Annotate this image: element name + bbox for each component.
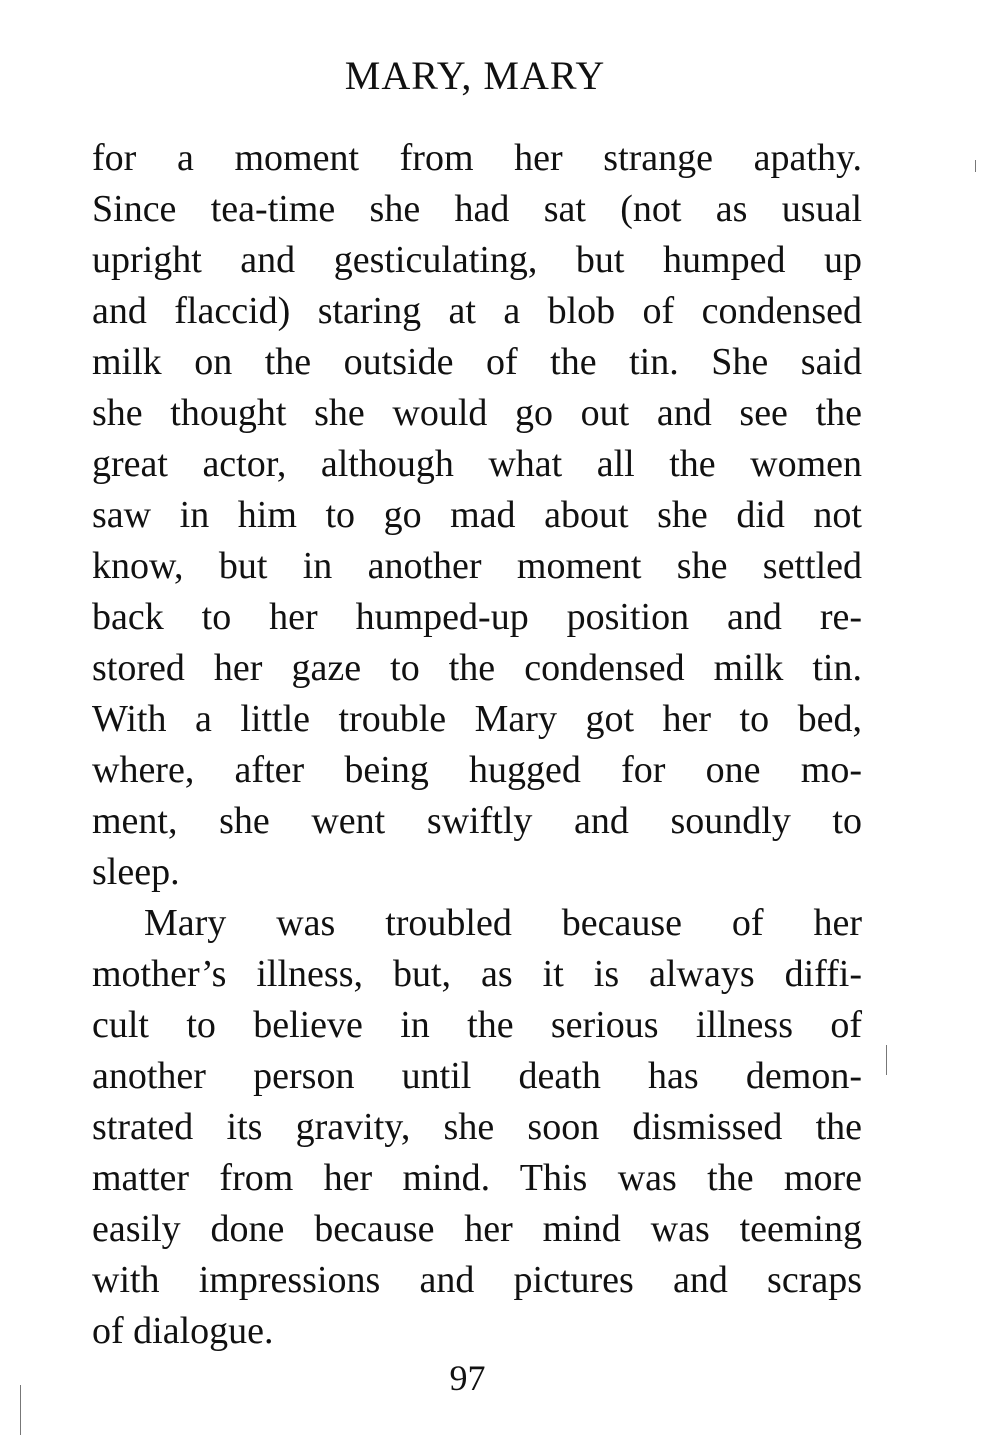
text-line: mother’s illness, but, as it is always diffi- <box>92 953 862 995</box>
text-line: With a little trouble Mary got her to bed, <box>92 698 862 740</box>
text-line: easily done because her mind was teeming <box>92 1208 862 1250</box>
text-line: and flaccid) staring at a blob of condensed <box>92 290 862 332</box>
text-line: where, after being hugged for one mo- <box>92 749 862 791</box>
text-line: sleep. <box>92 851 180 893</box>
text-line: of dialogue. <box>92 1310 274 1352</box>
text-line: ment, she went swiftly and soundly to <box>92 800 862 842</box>
text-line: cult to believe in the serious illness of <box>92 1004 862 1046</box>
scan-artifact <box>20 1385 21 1435</box>
scan-artifact <box>975 160 976 172</box>
running-header: MARY, MARY <box>344 53 606 98</box>
body-text <box>92 133 862 1357</box>
text-line: Since tea-time she had sat (not as usual <box>92 188 862 230</box>
text-line: back to her humped-up position and re- <box>92 596 862 638</box>
text-line: Mary was troubled because of her <box>144 902 862 944</box>
text-line: stored her gaze to the condensed milk tin. <box>92 647 862 689</box>
text-line: she thought she would go out and see the <box>92 392 862 434</box>
text-line: upright and gesticulating, but humped up <box>92 239 862 281</box>
text-line: strated its gravity, she soon dismissed the <box>92 1106 862 1148</box>
text-line: with impressions and pictures and scraps <box>92 1259 862 1301</box>
page-number: 97 <box>449 1358 486 1398</box>
text-line: know, but in another moment she settled <box>92 545 862 587</box>
text-line: another person until death has demon- <box>92 1055 862 1097</box>
text-line: matter from her mind. This was the more <box>92 1157 862 1199</box>
text-line: milk on the outside of the tin. She said <box>92 341 862 383</box>
scan-artifact <box>886 1045 887 1075</box>
text-line: saw in him to go mad about she did not <box>92 494 862 536</box>
text-line: for a moment from her strange apathy. <box>92 137 862 179</box>
text-line: great actor, although what all the women <box>92 443 862 485</box>
